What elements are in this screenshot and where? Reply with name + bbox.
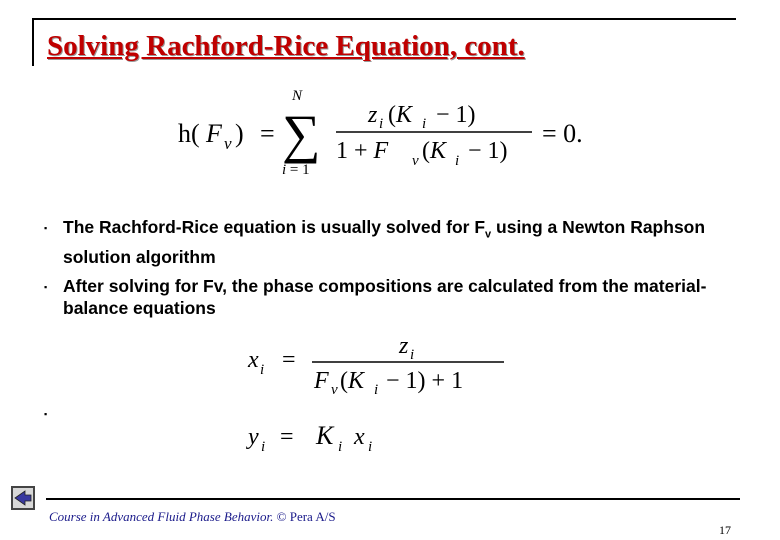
svg-text:(K: (K (340, 368, 365, 394)
footer-divider (46, 498, 740, 500)
svg-text:i: i (374, 382, 379, 396)
title-frame-top (32, 18, 736, 20)
bullet-text-2: After solving for Fv, the phase compositions are calculated from the material-balance equations (63, 276, 707, 318)
svg-text:i: i (338, 439, 343, 455)
svg-text:∑: ∑ (282, 104, 321, 164)
svg-text:i: i (368, 439, 373, 455)
svg-text:i = 1: i = 1 (282, 162, 310, 178)
svg-text:): ) (235, 119, 244, 148)
svg-text:v: v (331, 382, 338, 396)
svg-text:(K: (K (422, 138, 447, 164)
svg-text:N: N (292, 88, 303, 104)
svg-text:i: i (455, 153, 460, 169)
page-number: 17 (719, 523, 731, 537)
bullet-marker-3: ▪ (44, 409, 48, 419)
svg-text:− 1) + 1: − 1) + 1 (386, 368, 464, 394)
svg-text:− 1): − 1) (468, 138, 508, 164)
svg-text:v: v (412, 153, 419, 169)
x-i-equation (244, 330, 514, 396)
svg-text:i: i (379, 116, 384, 132)
svg-text:− 1): − 1) (436, 102, 476, 128)
svg-text:i: i (261, 439, 266, 455)
back-arrow-glyph (13, 488, 33, 508)
svg-text:K: K (316, 421, 334, 450)
svg-text:y: y (248, 424, 259, 450)
svg-text:=: = (280, 424, 294, 450)
svg-text:x: x (248, 347, 259, 373)
svg-text:i: i (422, 116, 427, 132)
bullet-text-1: The Rachford-Rice equation is usually solved for $F_v$ using a Newton Raphson solution algorithm (63, 217, 706, 267)
svg-text:x: x (354, 424, 365, 450)
svg-text:F: F (314, 368, 329, 394)
rachford-rice-equation (170, 86, 610, 182)
back-arrow-icon[interactable] (11, 486, 35, 510)
svg-text:h(: h( (178, 119, 200, 148)
slide-title: Solving Rachford-Rice Equation, cont. (47, 30, 525, 62)
svg-text:(K: (K (388, 102, 413, 128)
svg-text:i: i (410, 347, 415, 363)
svg-text:z: z (368, 102, 378, 128)
svg-text:i: i (260, 362, 265, 378)
svg-text:1 + F: 1 + F (336, 138, 389, 164)
svg-text:z: z (399, 333, 409, 359)
y-i-equation (244, 416, 404, 460)
svg-text:=: = (260, 119, 275, 148)
svg-text:F: F (206, 119, 222, 148)
svg-text:v: v (224, 134, 232, 153)
svg-text:= 0.: = 0. (542, 119, 583, 148)
title-frame-left (32, 18, 34, 66)
svg-text:=: = (282, 347, 296, 373)
bullet-marker-1: ▪ (44, 223, 48, 233)
footer-credit: Course in Advanced Fluid Phase Behavior. © Pera A/S (49, 509, 336, 524)
bullet-marker-2: ▪ (44, 282, 48, 292)
